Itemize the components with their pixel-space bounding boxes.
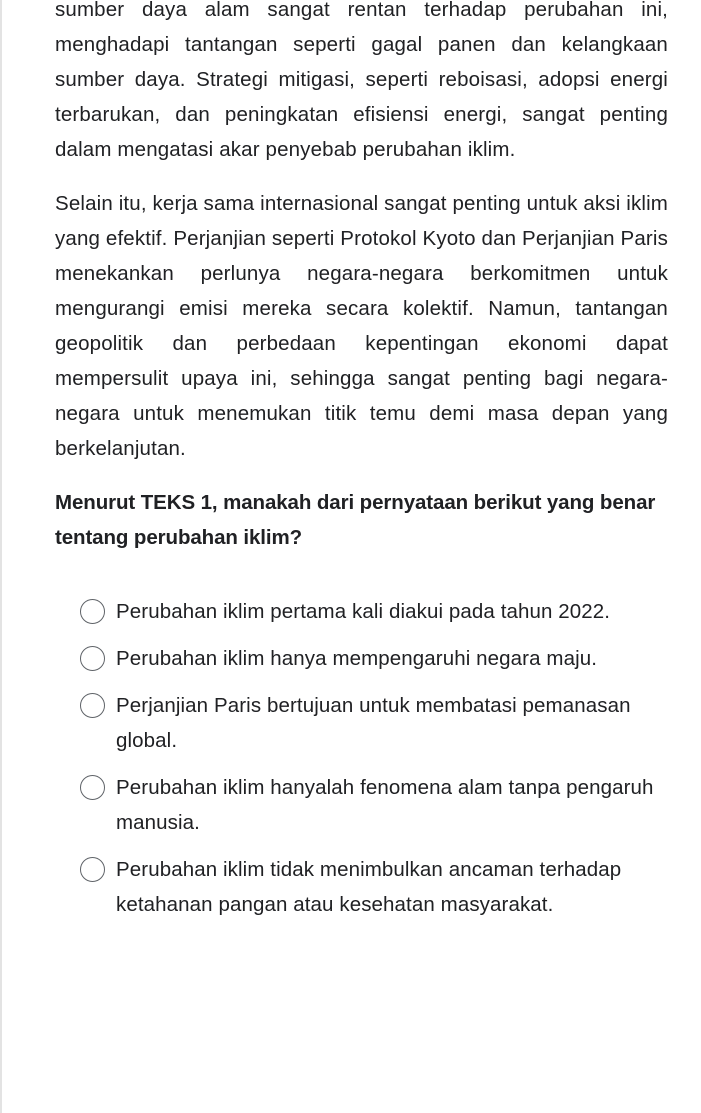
answer-option-2[interactable]	[55, 641, 668, 676]
radio-button-icon[interactable]	[80, 775, 105, 800]
answer-option-4[interactable]	[55, 770, 668, 840]
radio-button-icon[interactable]	[80, 599, 105, 624]
radio-button-icon[interactable]	[80, 857, 105, 882]
answer-option-3[interactable]	[55, 688, 668, 758]
passage-paragraph-2: Selain itu, kerja sama internasional sangat penting untuk aksi iklim yang efektif. Perjanjian seperti Protokol Kyoto dan Perjanjian Paris menekankan perlunya negara-negara berkomitmen untuk mengurangi emisi mereka secara kolektif. Namun, tantangan geopolitik dan perbedaan kepentingan ekonomi dapat mempersulit upaya ini, sehingga sangat penting bagi negara-negara untuk menemukan titik temu demi masa depan yang berkelanjutan.	[55, 192, 669, 460]
quiz-content	[55, 0, 668, 934]
left-edge-divider	[0, 0, 2, 1113]
radio-button-icon[interactable]	[80, 693, 105, 718]
passage-paragraph-1: sumber daya alam sangat rentan terhadap perubahan ini, menghadapi tantangan seperti gagal panen dan kelangkaan sumber daya. Strategi mitigasi, seperti reboisasi, adopsi energi terbarukan, dan peningkatan efisiensi energi, sangat penting dalam mengatasi akar penyebab perubahan iklim.	[55, 0, 668, 161]
answer-option-1[interactable]	[55, 594, 668, 629]
answer-options	[55, 594, 668, 922]
answer-option-label: Perubahan iklim hanya mempengaruhi negara maju.	[116, 647, 598, 670]
answer-option-label: Perjanjian Paris bertujuan untuk membatasi pemanasan global.	[116, 694, 631, 752]
answer-option-label: Perubahan iklim pertama kali diakui pada tahun 2022.	[116, 600, 611, 623]
question-text: Menurut TEKS 1, manakah dari pernyataan berikut yang benar tentang perubahan iklim?	[55, 491, 656, 549]
answer-option-label: Perubahan iklim tidak menimbulkan ancaman terhadap ketahanan pangan atau kesehatan masyarakat.	[116, 858, 622, 916]
answer-option-5[interactable]	[55, 852, 668, 922]
radio-button-icon[interactable]	[80, 646, 105, 671]
answer-option-label: Perubahan iklim hanyalah fenomena alam tanpa pengaruh manusia.	[116, 776, 654, 834]
